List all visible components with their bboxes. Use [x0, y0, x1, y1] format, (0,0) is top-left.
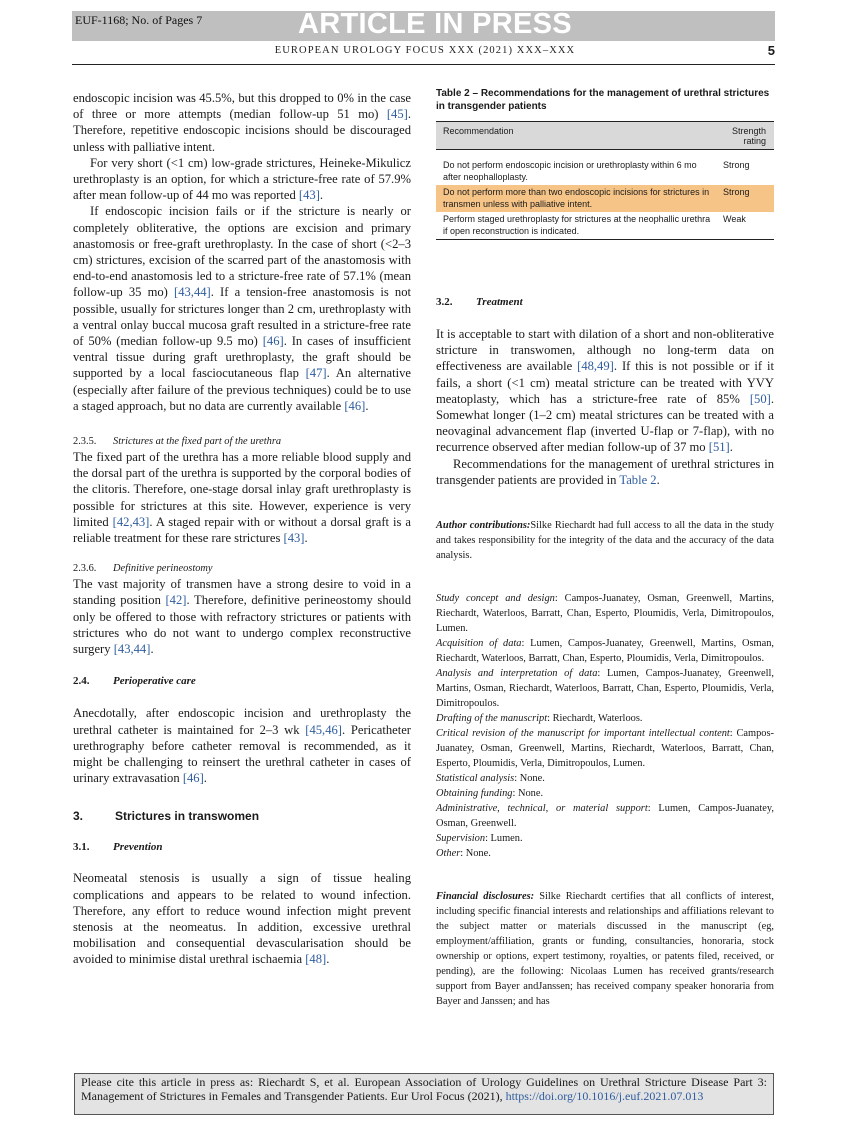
reference-link[interactable]: [45,46]	[305, 722, 342, 737]
table-link[interactable]: Table 2	[619, 472, 657, 487]
paragraph: The fixed part of the urethra has a more reliable blood supply and the dorsal part of the urethra is supported by the corporal bodies of the clitoris. Therefore, one-stage dorsal inlay graft urethroplasty is possible for strictures at this site. However, experience is very limited [42,43]. A staged repair with or without a dorsal graft is a reliable treatment for these rare strictures [43].	[73, 450, 411, 546]
strength-rating-cell: Strong	[723, 160, 750, 170]
table-row	[436, 158, 774, 185]
paragraph: The vast majority of transmen have a strong desire to void in a standing position [42]. Therefore, definitive perineostomy should only be offered to those with refractory strictures or patients with strictures who do not want to undergo complex reconstructive surgery [43,44].	[73, 577, 412, 657]
section-heading-3: 3. Strictures in transwomen	[73, 809, 260, 824]
contribution-item: Drafting of the manuscript: Riechardt, Waterloos.	[436, 713, 643, 725]
table-caption: Table 2 – Recommendations for the management of urethral strictures in transgender patients	[436, 88, 770, 112]
contribution-item: Critical revision of the manuscript for important intellectual content: Campos-Juanatey, Osman, Greenwell, Martins, Riechardt, Waterloos, Barratt, Chan, Esperto, Ploumidis, Verla, Dimitropoulos, Lumen.	[436, 728, 774, 770]
paragraph: For very short (<1 cm) low-grade strictures, Heineke-Mikulicz urethroplasty is an option, for which a stricture-free rate of 57.9% after mean follow-up of 44 mo was reported [43].	[73, 155, 411, 203]
section-heading-3-1: 3.1. Prevention	[73, 841, 163, 854]
reference-link[interactable]: [48,49]	[577, 359, 614, 374]
reference-link[interactable]: [42,43]	[112, 514, 150, 529]
reference-link[interactable]: [43]	[298, 188, 320, 203]
contribution-list	[436, 591, 774, 861]
recommendation-cell: Perform staged urethroplasty for strictures at the neophallic urethra if open reconstruction is indicated.	[443, 214, 711, 236]
right-column	[436, 88, 774, 1009]
paragraph: It is acceptable to start with dilation of a short and non-obliterative stricture in transwomen, although no long-term data on effectiveness are available [48,49]. If this is not possible or if it fails, a short (<1 cm) meatal stricture can be treated with YVY meatoplasty, which has a stricture-free rate of 85% [50]. Somewhat longer (1–2 cm) meatal strictures can be treated with a neovaginal advancement flap (inverted U-flap or 7-flap), with no recurrence observed after median follow-up of 37 mo [51].	[436, 327, 774, 455]
column-header-recommendation: Recommendation	[443, 126, 514, 136]
author-contributions: Author contributions:Silke Riechardt had full access to all the data in the study and takes responsibility for the integrity of the data and the accuracy of the data analysis.	[436, 520, 774, 562]
recommendation-cell: Do not perform endoscopic incision or urethroplasty within 6 mo after neophalloplasty.	[443, 160, 697, 182]
reference-link[interactable]: [46]	[182, 771, 204, 786]
reference-link[interactable]: [51]	[708, 440, 730, 455]
contribution-item: Supervision: Lumen.	[436, 833, 523, 845]
doi-link[interactable]: https://doi.org/10.1016/j.euf.2021.07.013	[505, 1089, 704, 1103]
paragraph: Anecdotally, after endoscopic incision and urethroplasty the urethral catheter is maintained for 2–3 wk [45,46]. Pericatheter urethrography before catheter removal is recommended, as it might be challenging to reinsert the urethral catheter in cases of urinary extravasation [46].	[73, 706, 411, 786]
contribution-item: Analysis and interpretation of data: Lumen, Campos-Juanatey, Greenwell, Martins, Osman, Riechardt, Waterloos, Barratt, Chan, Esperto, Ploumidis, Verla, Dimitropoulos.	[436, 668, 774, 710]
reference-link[interactable]: [43,44]	[174, 285, 211, 300]
left-column	[73, 90, 411, 968]
table-header	[436, 121, 774, 150]
contribution-item: Other: None.	[436, 848, 491, 860]
table-row-highlighted	[436, 185, 774, 212]
paragraph: Recommendations for the management of urethral strictures in transgender patients are provided in Table 2.	[436, 456, 774, 487]
contribution-item: Study concept and design: Campos-Juanatey, Osman, Greenwell, Martins, Riechardt, Waterloos, Barratt, Chan, Esperto, Ploumidis, Verla, Dimitropoulos, Lumen.	[436, 593, 774, 635]
reference-link[interactable]: [42]	[165, 593, 187, 608]
section-heading-2-4: 2.4. Perioperative care	[73, 675, 196, 688]
contribution-item: Acquisition of data: Lumen, Campos-Juanatey, Greenwell, Martins, Osman, Riechardt, Waterloos, Barratt, Chan, Esperto, Ploumidis, Verla, Dimitropoulos.	[436, 638, 774, 665]
recommendations-table	[436, 121, 774, 240]
contribution-item: Obtaining funding: None.	[436, 788, 544, 800]
column-header-strength-rating: Strength rating	[731, 126, 766, 146]
paragraph: If endoscopic incision fails or if the stricture is nearly or completely obliterative, the options are excision and primary anastomosis or free-graft urethroplasty. In the case of short (<2–3 cm) strictures, excision of the scarred part of the anastomosis with end-to-end anastomosis led to a stricture-free rate of 57.1% (mean follow-up 35 mo) [43,44]. If a tension-free anastomosis is not possible, usually for strictures longer than 2 cm, urethroplasty with a ventral onlay buccal mucosa graft resulted in a stricture-free rate of 50% (median follow-up 9.5 mo) [46]. In cases of insufficient ventral tissue during graft urethroplasty, the graft should be supported by a local fasciocutaneous flap [47]. An alternative (especially after failure of the previous techniques) could be to use a staged approach, but no data are currently available [46].	[73, 204, 411, 413]
reference-link[interactable]: [46]	[344, 398, 366, 413]
table-row	[436, 212, 774, 239]
strength-rating-cell: Strong	[723, 187, 750, 197]
contribution-item: Administrative, technical, or material support: Lumen, Campos-Juanatey, Osman, Greenwell.	[436, 803, 774, 830]
paragraph: Neomeatal stenosis is usually a sign of tissue healing complications and appears to be related to wound infection. Therefore, any effort to reduce wound infection might prevent stenosis at the neomeatus. In addition, excessive urethral mobilisation and consequential devascularisation should be avoided to minimise distal urethral ischaemia [48].	[73, 871, 411, 967]
contribution-item: Statistical analysis: None.	[436, 773, 545, 785]
section-heading-2-3-6: 2.3.6. Definitive perineostomy	[73, 563, 213, 575]
journal-running-head: EUROPEAN UROLOGY FOCUS XXX (2021) XXX–XXX	[274, 45, 576, 56]
paragraph: endoscopic incision was 45.5%, but this dropped to 0% in the case of three or more attempts (median follow-up 51 mo) [45]. Therefore, repetitive endoscopic incisions should be discouraged unless with palliative intent.	[73, 91, 411, 154]
reference-link[interactable]: [43]	[283, 531, 305, 546]
reference-link[interactable]: [50]	[749, 391, 771, 406]
article-in-press-banner: ARTICLE IN PRESS	[298, 8, 572, 40]
section-heading-3-2: 3.2. Treatment	[436, 296, 523, 308]
financial-disclosures: Financial disclosures: Silke Riechardt certifies that all conflicts of interest, including specific financial interests and relationships and affiliations relevant to the subject matter or materials discussed in the manuscript (eg, employment/affiliation, grants or funding, consultancies, honoraria, stock ownership or options, expert testimony, royalties, or patents filed, received, or pending), are the following: Nicolaas Lumen has received grants/research support from Bayer andJanssen; has received company speaker honoraria from Bayer and Janssen; and has	[436, 891, 774, 1008]
section-heading-2-3-5: 2.3.5. Strictures at the fixed part of the urethra	[73, 436, 282, 448]
strength-rating-cell: Weak	[723, 214, 746, 224]
reference-link[interactable]: [45]	[386, 107, 408, 122]
citation-box: Please cite this article in press as: Riechardt S, et al. European Association of Urology Guidelines on Urethral Stricture Disease Part 3: Management of Strictures in Females and Transgender Patients. Eur Urol Focus (2021), https://doi.org/10.1016/j.euf.2021.07.013	[74, 1073, 774, 1115]
article-id: EUF-1168; No. of Pages 7	[75, 13, 203, 27]
reference-link[interactable]: [43,44]	[113, 642, 151, 657]
page-number: 5	[767, 43, 775, 58]
reference-link[interactable]: [47]	[305, 366, 327, 381]
reference-link[interactable]: [48]	[305, 952, 327, 967]
recommendation-cell: Do not perform more than two endoscopic incisions for strictures in transmen unless with palliative intent.	[443, 187, 710, 209]
reference-link[interactable]: [46]	[262, 334, 284, 349]
header-rule	[72, 64, 775, 65]
